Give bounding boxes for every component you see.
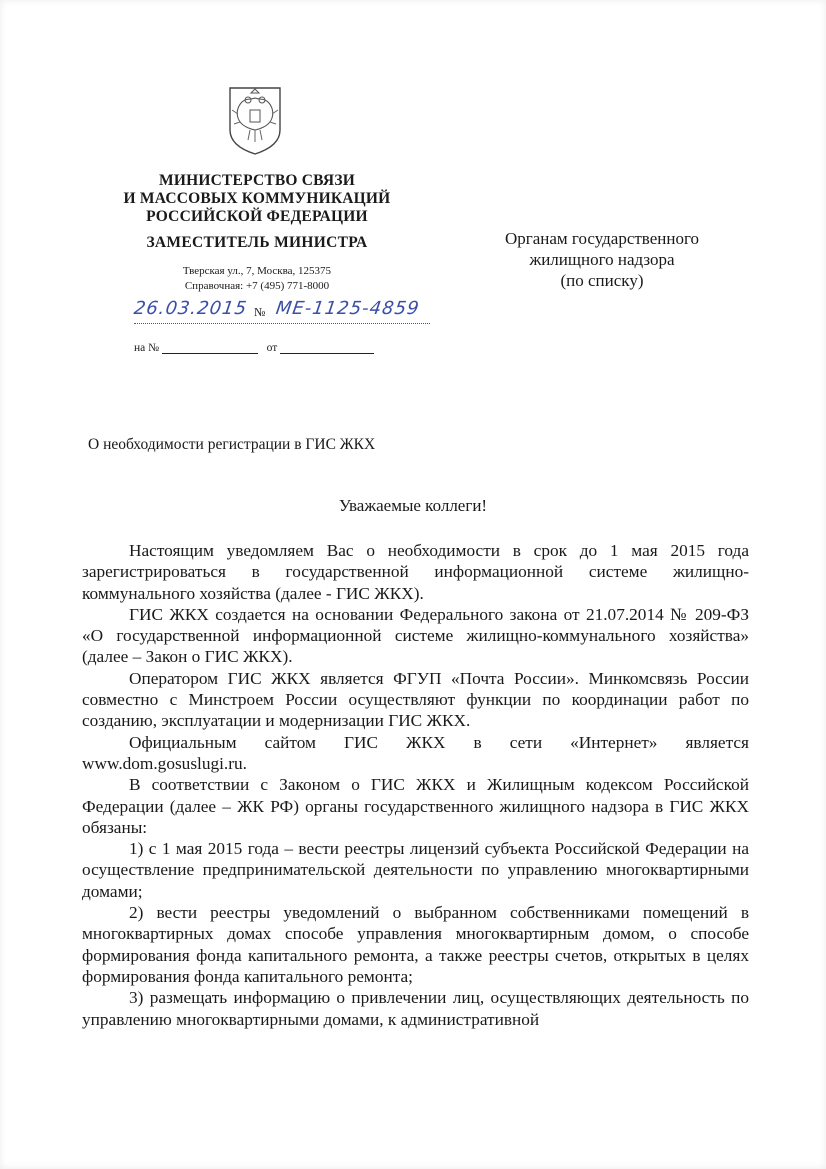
ministry-line: И МАССОВЫХ КОММУНИКАЦИЙ — [123, 190, 391, 207]
handwritten-number: ME-1125-4859 — [274, 298, 421, 319]
phone-line: Справочная: +7 (495) 771-8000 — [184, 280, 330, 292]
handwritten-date: 26.03.2015 — [132, 298, 249, 319]
registration-line — [134, 298, 434, 328]
ref-number-blank — [162, 341, 258, 354]
letter-body — [82, 540, 749, 1030]
ref-prefix: на № — [134, 342, 160, 354]
body-paragraph: 2) вести реестры уведомлений о выбранном собственниками помещений в многоквартирных домах способе управления многоквартирным домом, о способе формирования фонда капитального ремонта, а также реестры счетов, открытых в целях формирования фонда капитального ремонта; — [82, 903, 749, 986]
ministry-name — [96, 172, 418, 226]
body-paragraph: 3) размещать информацию о привлечении лиц, осуществляющих деятельность по управлению многоквартирными домами, к административной — [82, 988, 749, 1029]
salutation: Уважаемые коллеги! — [338, 496, 488, 515]
body-paragraph: Официальным сайтом ГИС ЖКХ в сети «Интернет» является www.dom.gosuslugi.ru. — [82, 732, 749, 773]
registration-underline — [134, 323, 430, 324]
ministry-address — [96, 264, 418, 294]
body-paragraph: 1) с 1 мая 2015 года – вести реестры лицензий субъекта Российской Федерации на осуществление предпринимательской деятельности по управлению многоквартирными домами; — [82, 839, 749, 901]
letter-subject: О необходимости регистрации в ГИС ЖКХ — [88, 436, 376, 453]
body-paragraph: Оператором ГИС ЖКХ является ФГУП «Почта России». Минкомсвязь России совместно с Минстроем России осуществляют функции по координации работ по созданию, эксплуатации и модернизации ГИС ЖКХ. — [82, 668, 749, 731]
signatory-position: ЗАМЕСТИТЕЛЬ МИНИСТРА — [146, 234, 368, 251]
ministry-line: РОССИЙСКОЙ ФЕДЕРАЦИИ — [146, 208, 368, 225]
addressee — [470, 228, 734, 291]
addressee-line: (по списку) — [560, 271, 644, 290]
ref-date-blank — [280, 341, 374, 354]
address-line: Тверская ул., 7, Москва, 125375 — [182, 265, 332, 277]
body-paragraph: Настоящим уведомляем Вас о необходимости в срок до 1 мая 2015 года зарегистрироваться в государственной информационной системе жилищно-коммунального хозяйства (далее - ГИС ЖКХ). — [82, 541, 749, 603]
addressee-line: жилищного надзора — [529, 250, 675, 269]
addressee-line: Органам государственного — [504, 229, 700, 248]
ref-from: от — [266, 342, 278, 354]
ministry-line: МИНИСТЕРСТВО СВЯЗИ — [159, 172, 355, 189]
body-paragraph: В соответствии с Законом о ГИС ЖКХ и Жилищным кодексом Российской Федерации (далее – ЖК РФ) органы государственного жилищного надзора в ГИС ЖКХ обязаны: — [82, 775, 749, 837]
reference-line — [134, 341, 374, 354]
body-paragraph: ГИС ЖКХ создается на основании Федерального закона от 21.07.2014 № 209-ФЗ «О государственной информационной системе жилищно-коммунального хозяйства» (далее – Закон о ГИС ЖКХ). — [82, 604, 749, 667]
russian-coat-of-arms-icon — [224, 84, 286, 158]
number-sign: № — [254, 305, 266, 319]
